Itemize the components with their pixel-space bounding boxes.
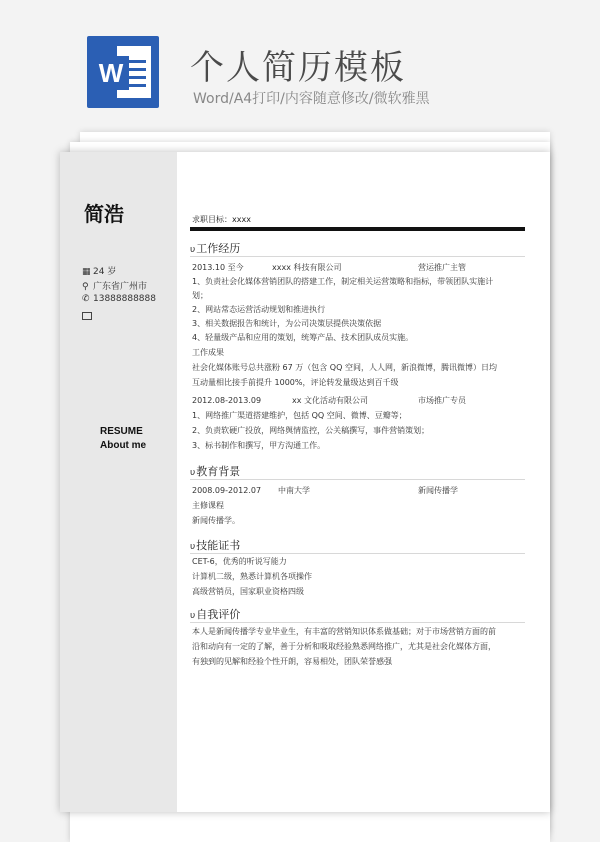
section-divider <box>190 256 525 257</box>
age-text: 24 岁 <box>93 267 117 277</box>
job1-line: 社会化媒体账号总共涨粉 67 万（包含 QQ 空间，人人网，新浪微博，腾讯微博）日均 <box>192 363 497 372</box>
mail-icon <box>82 312 92 320</box>
header-divider <box>190 227 525 231</box>
skills-heading-text: 技能证书 <box>196 539 241 552</box>
phone-icon: ✆ <box>82 294 90 304</box>
location-pin-icon: ⚲ <box>82 282 89 292</box>
candidate-name: 简浩 <box>84 202 124 226</box>
section-marker-icon: υ <box>190 542 196 552</box>
job2-line: 1、网络推广渠道搭建维护，包括 QQ 空间、微博、豆瓣等； <box>192 411 407 420</box>
job1-line: 3、相关数据报告和统计，为公司决策层提供决策依据 <box>192 319 382 328</box>
location-text: 广东省广州市 <box>93 282 148 292</box>
phone-info <box>82 294 156 304</box>
section-marker-icon: υ <box>190 245 196 255</box>
job-objective: 求职目标：xxxx <box>192 215 251 224</box>
section-marker-icon: υ <box>190 611 196 621</box>
resume-label: RESUME <box>100 426 143 437</box>
self-eval-line: 有独到的见解和经验个性开朗，容易相处，团队荣誉感强 <box>192 657 392 666</box>
job1-line: 1、负责社会化媒体营销团队的搭建工作，制定相关运营策略和指标，带领团队实施计 <box>192 277 494 286</box>
resume-sidebar <box>60 152 177 812</box>
job2-line: 3、标书制作和撰写，甲方沟通工作。 <box>192 441 326 450</box>
education-heading-text: 教育背景 <box>196 465 241 478</box>
skill-line: 高级营销员，国家职业资格四级 <box>192 587 304 596</box>
job2-line: 2、负责软硬广投放，网络舆情监控，公关稿撰写，事件营销策划； <box>192 426 430 435</box>
job1-line: 互动量相比接手前提升 1000%，评论转发量级达到百千级 <box>192 378 399 387</box>
job2-period: 2012.08-2013.09 <box>192 396 262 405</box>
education-major: 新闻传播学 <box>418 486 458 495</box>
word-app-icon <box>87 36 159 108</box>
word-letter-badge: W <box>93 56 129 90</box>
skill-line: CET-6，优秀的听说写能力 <box>192 557 287 566</box>
page-title: 个人简历模板 <box>190 48 406 88</box>
section-work-heading <box>190 240 240 256</box>
job1-line: 4、轻量级产品和应用的策划，统筹产品、技术团队成员实施。 <box>192 333 414 342</box>
section-divider <box>190 553 525 554</box>
template-header <box>0 0 600 135</box>
section-education-heading <box>190 463 240 479</box>
education-line: 新闻传播学。 <box>192 516 240 525</box>
self-eval-line: 沿和动向有一定的了解，善于分析和吸取经验熟悉网络推广，尤其是社会化媒体方面， <box>192 642 496 651</box>
job2-title: 市场推广专员 <box>418 396 466 405</box>
resume-page <box>60 152 550 812</box>
location-info <box>82 279 147 292</box>
job1-line: 划； <box>192 291 208 300</box>
phone-text: 13888888888 <box>93 294 156 304</box>
about-me-label: About me <box>100 440 147 451</box>
work-heading-text: 工作经历 <box>196 242 241 255</box>
education-period: 2008.09-2012.07 <box>192 486 262 495</box>
age-info <box>82 264 116 277</box>
section-divider <box>190 479 525 480</box>
job1-period: 2013.10 至今 <box>192 263 244 272</box>
page-subtitle: Word/A4打印/内容随意修改/微软雅黑 <box>193 91 430 107</box>
job1-line: 2、网站常态运营活动规划和推进执行 <box>192 305 326 314</box>
section-self-eval-heading <box>190 606 240 622</box>
section-divider <box>190 622 525 623</box>
job1-title: 营运推广主管 <box>418 263 466 272</box>
job1-line: 工作成果 <box>192 348 224 357</box>
section-marker-icon: υ <box>190 468 196 478</box>
education-school: 中南大学 <box>278 486 310 495</box>
education-line: 主修课程 <box>192 501 224 510</box>
section-skills-heading <box>190 537 240 553</box>
self-eval-heading-text: 自我评价 <box>196 608 241 621</box>
job1-company: xxxx 科技有限公司 <box>272 263 342 272</box>
self-eval-line: 本人是新闻传播学专业毕业生，有丰富的营销知识体系做基础；对于市场营销方面的前 <box>192 627 496 636</box>
job2-company: xx 文化活动有限公司 <box>292 396 369 405</box>
calendar-icon: ▦ <box>82 267 91 277</box>
skill-line: 计算机二级，熟悉计算机各项操作 <box>192 572 312 581</box>
